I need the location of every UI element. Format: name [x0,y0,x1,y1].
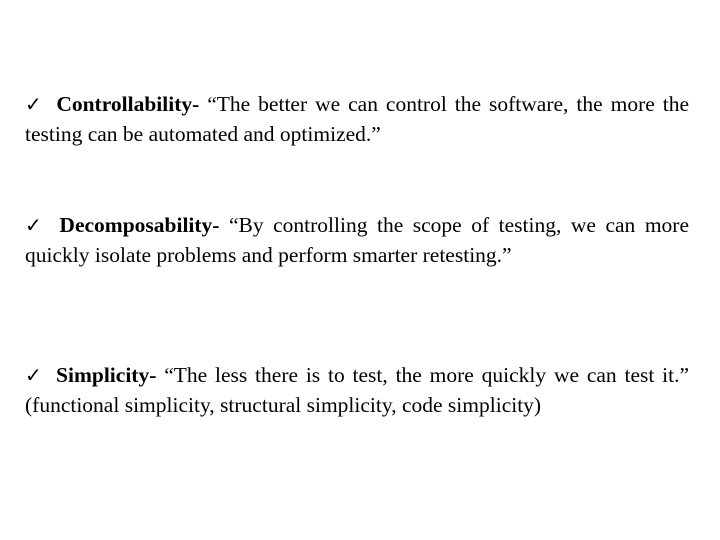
term-controllability: Controllability- [56,92,200,116]
bullet-item-decomposability [25,210,689,270]
bullet-item-controllability [25,89,689,149]
term-simplicity: Simplicity- [56,363,157,387]
checkmark-icon: ✓ [25,363,45,387]
checkmark-icon: ✓ [25,213,46,237]
description-controllability: “The better we can control the software, the more the testing can be automated and optimized.” [25,92,690,146]
description-simplicity: “The less there is to test, the more quickly we can test it.” (functional simplicity, structural simplicity, code simplicity) [25,363,690,417]
checkmark-icon: ✓ [25,92,45,116]
term-decomposability: Decomposability- [59,213,220,237]
bullet-item-simplicity [25,360,689,420]
description-decomposability: “By controlling the scope of testing, we can more quickly isolate problems and perform smarter retesting.” [25,213,689,267]
